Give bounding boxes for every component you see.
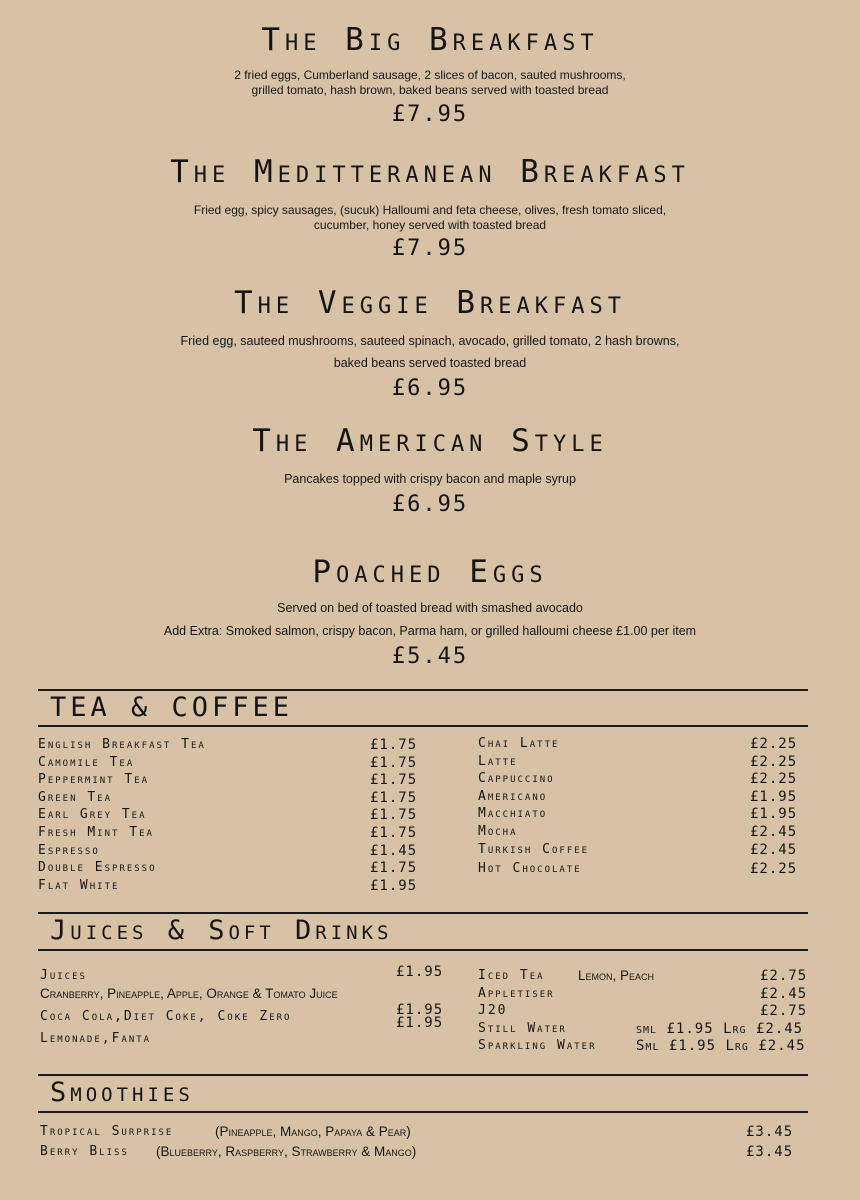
dish-price: £5.45 <box>391 644 469 669</box>
item-name: J20 <box>478 1003 508 1019</box>
item-name: Turkish Coffee <box>478 841 590 857</box>
list-item <box>40 986 460 1004</box>
list-item <box>38 825 458 843</box>
list-item <box>478 771 818 789</box>
dish-description: Fried egg, spicy sausages, (sucuk) Halloumi and feta cheese, olives, fresh tomato sliced, <box>193 203 667 217</box>
section-title-juices: Juices & Soft Drinks <box>50 915 393 946</box>
item-detail: Lemon, Peach <box>578 968 655 983</box>
tea-coffee-right-column <box>478 736 818 879</box>
list-item <box>38 843 458 861</box>
item-name: Espresso <box>38 842 100 858</box>
list-item <box>478 968 818 986</box>
item-name: Macchiato <box>478 806 548 822</box>
list-item <box>38 860 458 878</box>
item-price: £1.75 <box>370 737 418 753</box>
list-item <box>38 737 458 755</box>
list-item <box>38 790 458 808</box>
dish-price: £6.95 <box>391 492 469 517</box>
section-divider <box>38 949 808 951</box>
item-price: £1.75 <box>370 824 418 841</box>
dish-price: £7.95 <box>391 102 469 127</box>
item-price: £2.45 <box>750 823 798 840</box>
list-item <box>38 772 458 790</box>
item-name: Americano <box>478 788 548 804</box>
list-item <box>478 842 818 860</box>
item-price: £2.45 <box>750 841 798 858</box>
item-price: £1.75 <box>370 789 418 806</box>
item-name: Berry Bliss <box>40 1143 129 1159</box>
dish-title: The American Style <box>252 423 608 459</box>
list-item <box>40 1124 810 1142</box>
item-name: Green Tea <box>38 789 112 805</box>
list-item <box>478 806 818 824</box>
item-name: Chai Latte <box>478 736 560 751</box>
item-name: Peppermint Tea <box>38 772 150 788</box>
list-item <box>478 789 818 807</box>
list-item <box>478 754 818 772</box>
item-price: £3.45 <box>746 1124 794 1140</box>
section-title-smoothies: Smoothies <box>50 1077 194 1108</box>
list-item <box>38 878 458 896</box>
item-price: £2.45 <box>760 985 808 1002</box>
item-price: £1.95 <box>396 1014 444 1031</box>
item-price: £1.95 <box>750 806 798 823</box>
item-price: £1.95 <box>750 788 798 805</box>
item-name: Tropical Surprise <box>40 1124 174 1139</box>
juices-right-column <box>478 968 818 1056</box>
tea-coffee-left-column <box>38 737 458 895</box>
item-price: £1.75 <box>370 754 418 771</box>
dish-title: The Veggie Breakfast <box>234 285 626 321</box>
dish-description: Pancakes topped with crispy bacon and maple syrup <box>284 472 576 486</box>
item-name: Iced Tea <box>478 968 545 983</box>
item-price: Sml £1.95 Lrg £2.45 <box>636 1038 806 1055</box>
list-item <box>478 1003 818 1021</box>
list-item <box>478 986 818 1004</box>
item-name: Coca Cola,Diet Coke, Coke Zero <box>40 1009 292 1025</box>
dish-description: cucumber, honey served with toasted bread <box>313 218 547 232</box>
dish-price: £7.95 <box>391 236 469 261</box>
list-item <box>40 1144 810 1162</box>
dish-title: The Big Breakfast <box>261 22 599 58</box>
item-name: Mocha <box>478 823 518 839</box>
item-name: Earl Grey Tea <box>38 807 147 823</box>
list-item <box>478 736 818 754</box>
item-name: Appletiser <box>478 985 555 1001</box>
list-item <box>38 807 458 825</box>
item-price: sml £1.95 Lrg £2.45 <box>636 1020 804 1037</box>
item-price: £1.75 <box>370 807 418 824</box>
item-name: English Breakfast Tea <box>38 737 206 752</box>
item-price: £2.25 <box>750 736 798 752</box>
item-name: Still Water <box>478 1020 567 1036</box>
list-item <box>38 755 458 773</box>
item-name: Cappuccino <box>478 771 555 787</box>
dish-description: Served on bed of toasted bread with smashed avocado <box>277 601 583 615</box>
dish-title: The Meditteranean Breakfast <box>170 154 690 190</box>
list-item <box>478 861 818 879</box>
item-price: £2.25 <box>750 753 798 770</box>
item-name: Latte <box>478 753 518 769</box>
dish-description: Add Extra: Smoked salmon, crispy bacon, Parma ham, or grilled halloumi cheese £1.00 per item <box>163 624 697 638</box>
juices-left-column <box>40 964 460 1048</box>
item-detail: (Pineapple, Mango, Papaya & Pear) <box>215 1124 411 1139</box>
item-name: Hot Chocolate <box>478 861 582 877</box>
item-name: Flat White <box>38 877 120 893</box>
section-divider <box>38 689 808 691</box>
item-price: £2.25 <box>750 771 798 788</box>
item-price: £1.95 <box>396 964 444 980</box>
list-item <box>40 964 460 986</box>
dish-description: baked beans served toasted bread <box>333 356 527 370</box>
item-price: £1.95 <box>396 1002 444 1019</box>
item-name: Camomile Tea <box>38 754 135 770</box>
list-item <box>478 824 818 842</box>
item-price: £2.75 <box>760 1003 808 1020</box>
item-price: £2.25 <box>750 861 798 878</box>
item-detail: (Blueberry, Raspberry, Strawberry & Mango) <box>156 1143 417 1159</box>
section-divider <box>38 725 808 727</box>
dish-description: grilled tomato, hash brown, baked beans served with toasted bread <box>251 83 609 97</box>
item-name: Sparkling Water <box>478 1038 597 1054</box>
item-name: Double Espresso <box>38 860 157 876</box>
smoothies-list <box>40 1124 810 1161</box>
item-price: £1.95 <box>370 877 418 894</box>
item-price: £1.75 <box>370 772 418 789</box>
item-price: £2.75 <box>760 968 808 984</box>
dish-description: Fried egg, sauteed mushrooms, sauteed spinach, avocado, grilled tomato, 2 hash browns, <box>180 334 680 348</box>
list-item <box>478 1038 818 1056</box>
section-divider <box>38 1074 808 1076</box>
item-name: Fresh Mint Tea <box>38 824 154 840</box>
dish-title: Poached Eggs <box>312 554 548 590</box>
section-divider <box>38 912 808 914</box>
section-divider <box>38 1111 808 1113</box>
dish-description: 2 fried eggs, Cumberland sausage, 2 slices of bacon, sauted mushrooms, <box>234 68 626 82</box>
item-name: Juices <box>40 968 87 983</box>
item-price: £1.45 <box>370 842 418 859</box>
list-item <box>478 1021 818 1039</box>
item-price: £3.45 <box>746 1143 794 1160</box>
dish-price: £6.95 <box>391 376 469 401</box>
section-title-tea-coffee: TEA & COFFEE <box>50 692 294 723</box>
item-name: Lemonade,Fanta <box>40 1030 152 1046</box>
item-detail: Cranberry, Pineapple, Apple, Orange & Tomato Juice <box>40 985 338 1001</box>
item-price: £1.75 <box>370 860 418 877</box>
